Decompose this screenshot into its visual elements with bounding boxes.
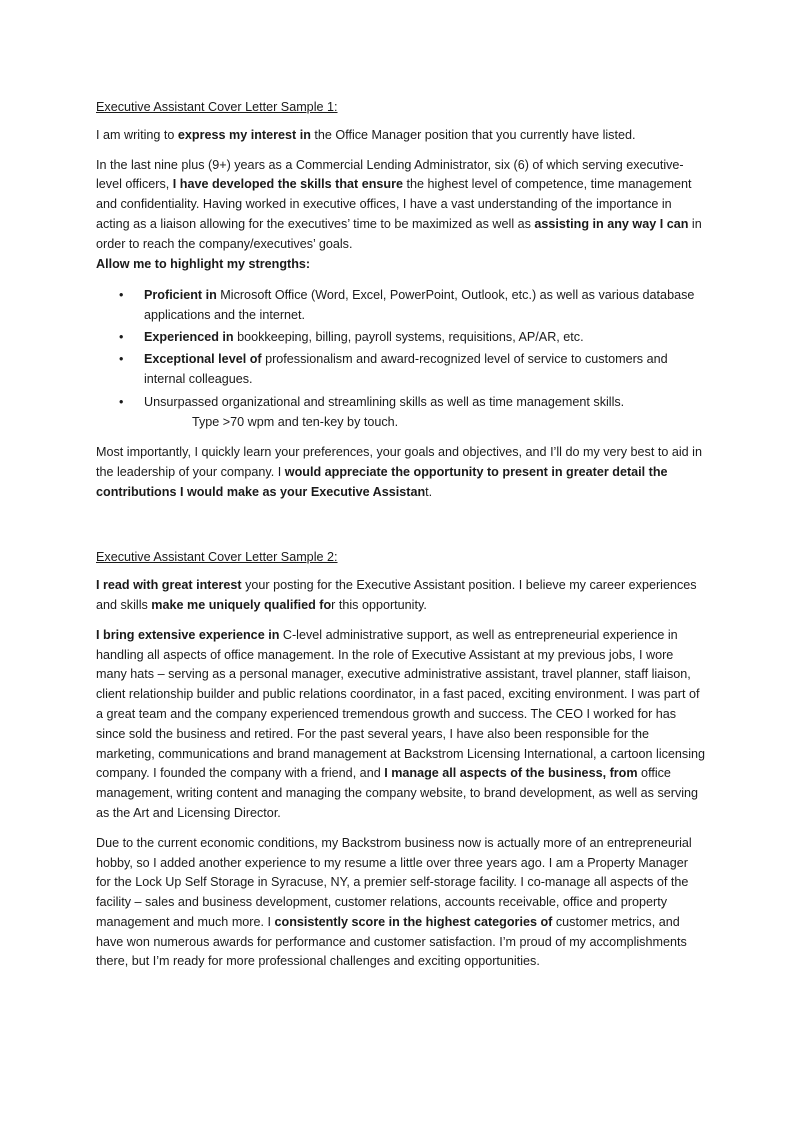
bold-text: make me uniquely qualified fo [151,597,332,612]
text: bookkeeping, billing, payroll systems, requisitions, AP/AR, etc. [233,329,584,344]
text: Unsurpassed organizational and streamlining skills as well as time management skills. [144,395,625,410]
text: in order to reach the company/executives’ goals. [96,216,702,251]
text: C-level administrative support, as well as entrepreneurial experience in handling all aspects of office management. In the role of Executive Assistant at my previous jobs, I wore many hats – serving as a personal manager, executive administrative assistant, travel planner, staff liaison, client relationship builder and public relations coordinator, in a fast paced, exciting environment. I was part of a great team and the company experienced tremendous growth and success. The CEO I worked for has since sold the business and retired. For the past several years, I have also been responsible for the marketing, communications and brand management at Backstrom Licensing International, a cartoon licensing company. I founded the company with a friend, and [96,627,706,781]
bold-text: would appreciate the opportunity to present in greater detail the contributions I would make as your Executive Assistan [96,464,668,499]
text: I am writing to [96,127,178,142]
bold-text: Experienced in [144,329,234,344]
list-item [96,393,706,433]
bold-text: Allow me to highlight my strengths: [96,256,311,271]
list-item [96,286,706,326]
sample1-paragraph-1 [96,126,706,146]
text: your posting for the Executive Assistant position. I believe my career experiences and skills [96,578,697,612]
bold-text: assisting in any way I can [534,216,689,231]
bullet-icon: • [119,329,124,344]
bold-text: express my interest in [177,127,311,142]
list-item [96,328,706,348]
bold-text: I manage all aspects of the business, from [384,766,638,781]
text: the highest level of competence, time management and confidentiality. Having worked in executive offices, I have a vast understanding of the importance in acting as a liaison allowing for the executives’ time to be maximized as well as [96,177,692,231]
text: t. [425,484,433,499]
bold-text: Exceptional level of [144,351,262,366]
text: In the last nine plus (9+) years as a Commercial Lending Administrator, six (6) of which serving executive-level officers, [96,157,684,192]
text: Due to the current economic conditions, my Backstrom business now is actually more of an entrepreneurial hobby, so I added another experience to my resume a little over three years ago. I am a Property Manager for the Lock Up Self Storage in Syracuse, NY, a premier self-storage facility. I co-manage all aspects of the facility – sales and business development, customer relations, accounts receivable, office and property management and much more. I [96,835,692,929]
sample1-heading: Executive Assistant Cover Letter Sample 1: [96,100,338,114]
bold-text: I have developed the skills that ensure [172,177,404,192]
sample2-paragraph-1 [96,576,706,616]
text: r this opportunity. [331,597,427,612]
sample1-paragraph-2 [96,156,706,275]
bullet-icon: • [119,288,124,303]
bold-text: I bring extensive experience in [96,627,280,642]
section-spacer [96,512,706,548]
bullet-icon: • [119,395,124,410]
text: office management, writing content and managing the company website, to brand development, as well as serving as the Art and Licensing Director. [96,766,699,820]
text: Most importantly, I quickly learn your preferences, your goals and objectives, and I’ll do my very best to aid in the leadership of your company. I [96,444,702,479]
text: Microsoft Office (Word, Excel, PowerPoint, Outlook, etc.) as well as various database applications and the internet. [144,288,695,323]
bold-text: Proficient in [144,288,217,303]
list-item [96,350,706,390]
sample2-paragraph-3 [96,834,706,973]
sample2-paragraph-2 [96,626,706,824]
sample1-paragraph-3 [96,443,706,502]
strengths-list [96,286,706,433]
text: Type >70 wpm and ten-key by touch. [192,415,399,430]
sample2-heading: Executive Assistant Cover Letter Sample 2: [96,550,338,565]
bullet-icon: • [119,351,124,366]
bold-text: consistently score in the highest categories of [274,914,553,929]
text: the Office Manager position that you currently have listed. [310,127,636,142]
text: professionalism and award-recognized level of service to customers and internal colleagues. [144,351,668,386]
text: customer metrics, and have won numerous awards for performance and customer satisfaction. I’m proud of my accomplishments there, but I’m ready for more professional challenges and exciting opportunities. [96,914,687,969]
bold-text: I read with great interest [96,578,242,593]
letter-content [96,98,706,982]
